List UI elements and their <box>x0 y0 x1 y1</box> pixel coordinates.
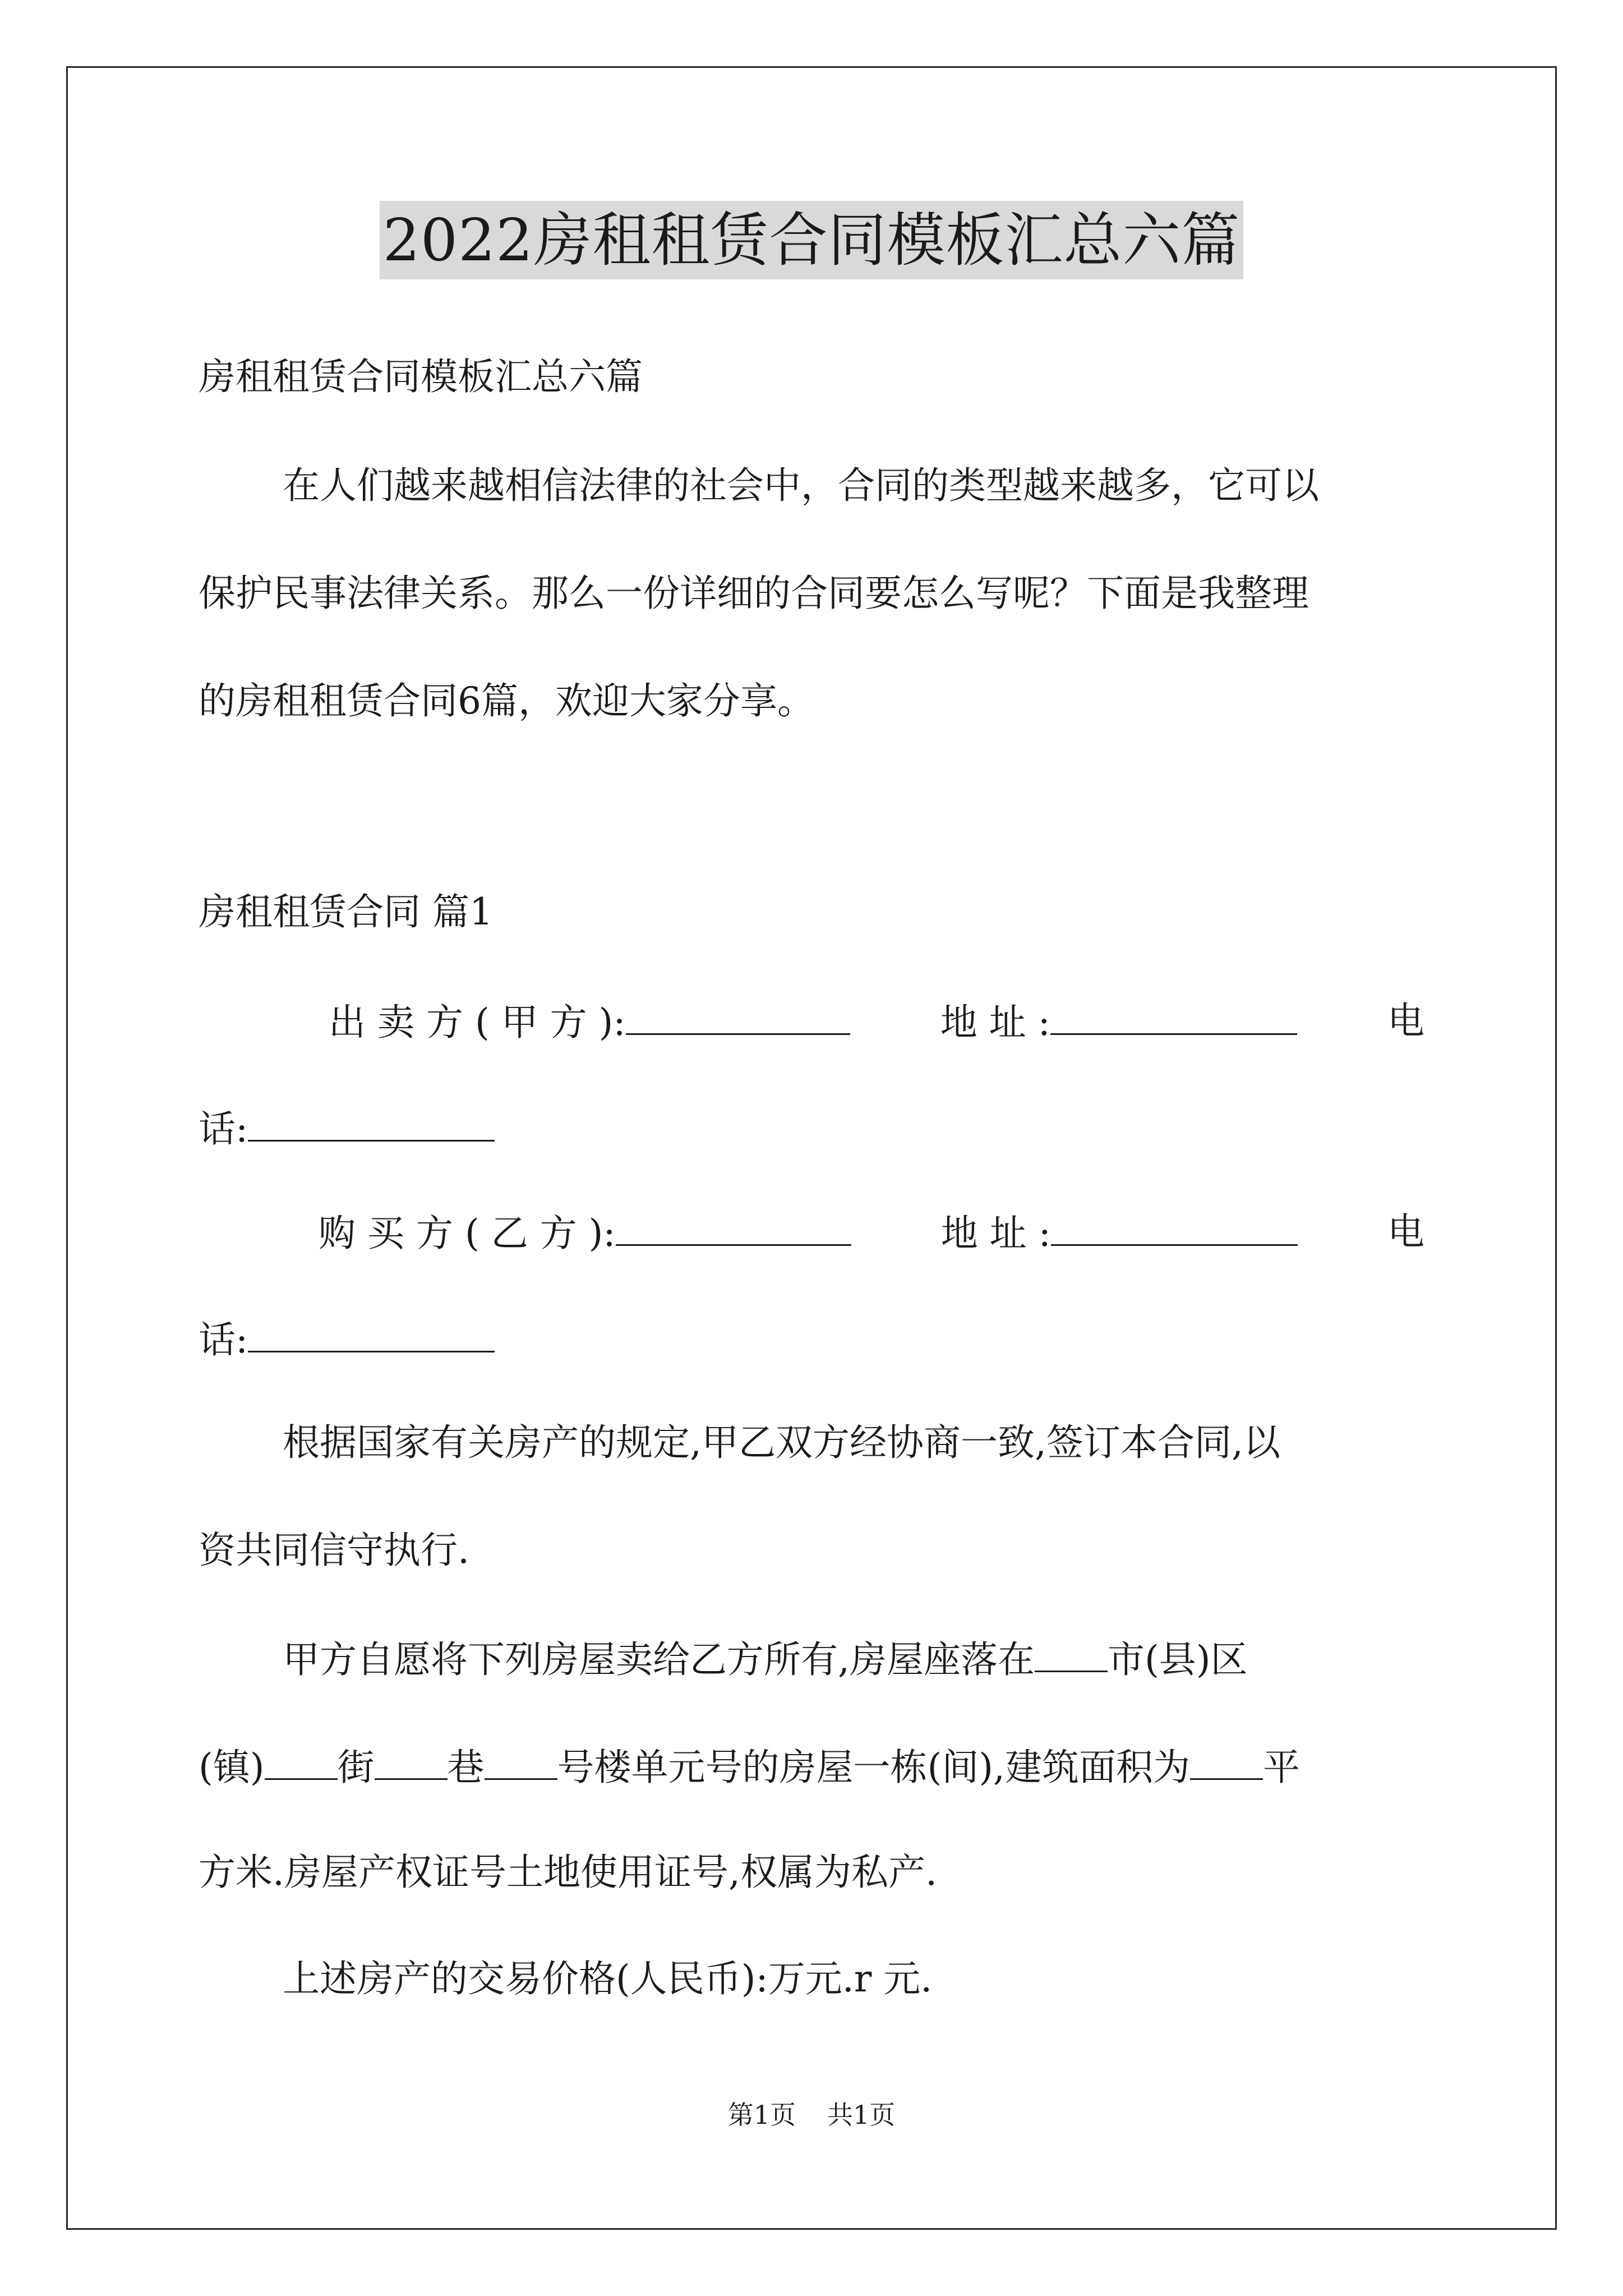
para2-text-e: 巷 <box>447 1746 485 1789</box>
buyer-phone-label-start: 电 <box>1387 1210 1424 1253</box>
buyer-line <box>199 1209 1424 1256</box>
para2-text-a: 甲方自愿将下列房屋卖给乙方所有,房屋座落在 <box>283 1638 1035 1681</box>
buyer-phone-line <box>199 1316 495 1363</box>
footer-page-total: 共1页 <box>827 2100 896 2130</box>
area-blank[interactable] <box>1190 1743 1263 1780</box>
section-heading: 房租租赁合同 篇1 <box>199 890 493 933</box>
document-title: 2022房租租赁合同模板汇总六篇 <box>380 201 1244 279</box>
seller-address-blank[interactable] <box>1050 999 1297 1035</box>
buyer-address-blank[interactable] <box>1051 1209 1298 1246</box>
document-title-wrap <box>0 201 1623 279</box>
seller-phone-label-start: 电 <box>1387 999 1424 1042</box>
intro-line-1: 在人们越来越相信法律的社会中，合同的类型越来越多，它可以 <box>283 464 1319 507</box>
seller-phone-blank[interactable] <box>248 1105 495 1142</box>
para2-text-g: 平 <box>1262 1746 1300 1789</box>
buyer-name-blank[interactable] <box>616 1209 851 1246</box>
street-blank[interactable] <box>375 1743 448 1780</box>
seller-line <box>199 999 1424 1045</box>
para2-line-1 <box>283 1636 1247 1682</box>
buyer-address-label: 地 址 : <box>940 1212 1051 1255</box>
lane-blank[interactable] <box>485 1743 557 1780</box>
intro-line-2: 保护民事法律关系。那么一份详细的合同要怎么写呢？下面是我整理 <box>199 572 1309 615</box>
para3-line: 上述房产的交易价格(人民币):万元.r 元. <box>283 1957 933 2000</box>
para2-line-3: 方米.房屋产权证号土地使用证号,权属为私产. <box>199 1851 937 1894</box>
para2-text-b: 市(县)区 <box>1107 1638 1248 1681</box>
para2-text-f: 号楼单元号的房屋一栋(间),建筑面积为 <box>557 1746 1190 1789</box>
city-blank[interactable] <box>1035 1636 1108 1672</box>
buyer-phone-blank[interactable] <box>248 1316 495 1352</box>
seller-name-blank[interactable] <box>626 999 850 1035</box>
page-footer <box>0 2098 1623 2132</box>
intro-line-3: 的房租租赁合同6篇，欢迎大家分享。 <box>199 679 814 723</box>
seller-phone-line <box>199 1105 495 1152</box>
seller-label: 出 卖 方 ( 甲 方 ): <box>329 1001 626 1044</box>
seller-phone-label-end: 话: <box>199 1107 248 1151</box>
para1-line-2: 资共同信守执行. <box>199 1529 469 1572</box>
buyer-phone-label-end: 话: <box>199 1318 248 1361</box>
seller-address-label: 地 址 : <box>940 1001 1050 1044</box>
para2-line-2 <box>199 1743 1300 1790</box>
footer-page-number: 第1页 <box>727 2100 796 2130</box>
para1-line-1: 根据国家有关房产的规定,甲乙双方经协商一致,签订本合同,以 <box>283 1421 1280 1464</box>
para2-text-d: 街 <box>337 1746 375 1789</box>
town-blank[interactable] <box>265 1743 338 1780</box>
buyer-label: 购 买 方 ( 乙 方 ): <box>319 1212 616 1255</box>
document-subtitle: 房租租赁合同模板汇总六篇 <box>199 355 643 398</box>
para2-text-c: (镇) <box>199 1746 265 1789</box>
